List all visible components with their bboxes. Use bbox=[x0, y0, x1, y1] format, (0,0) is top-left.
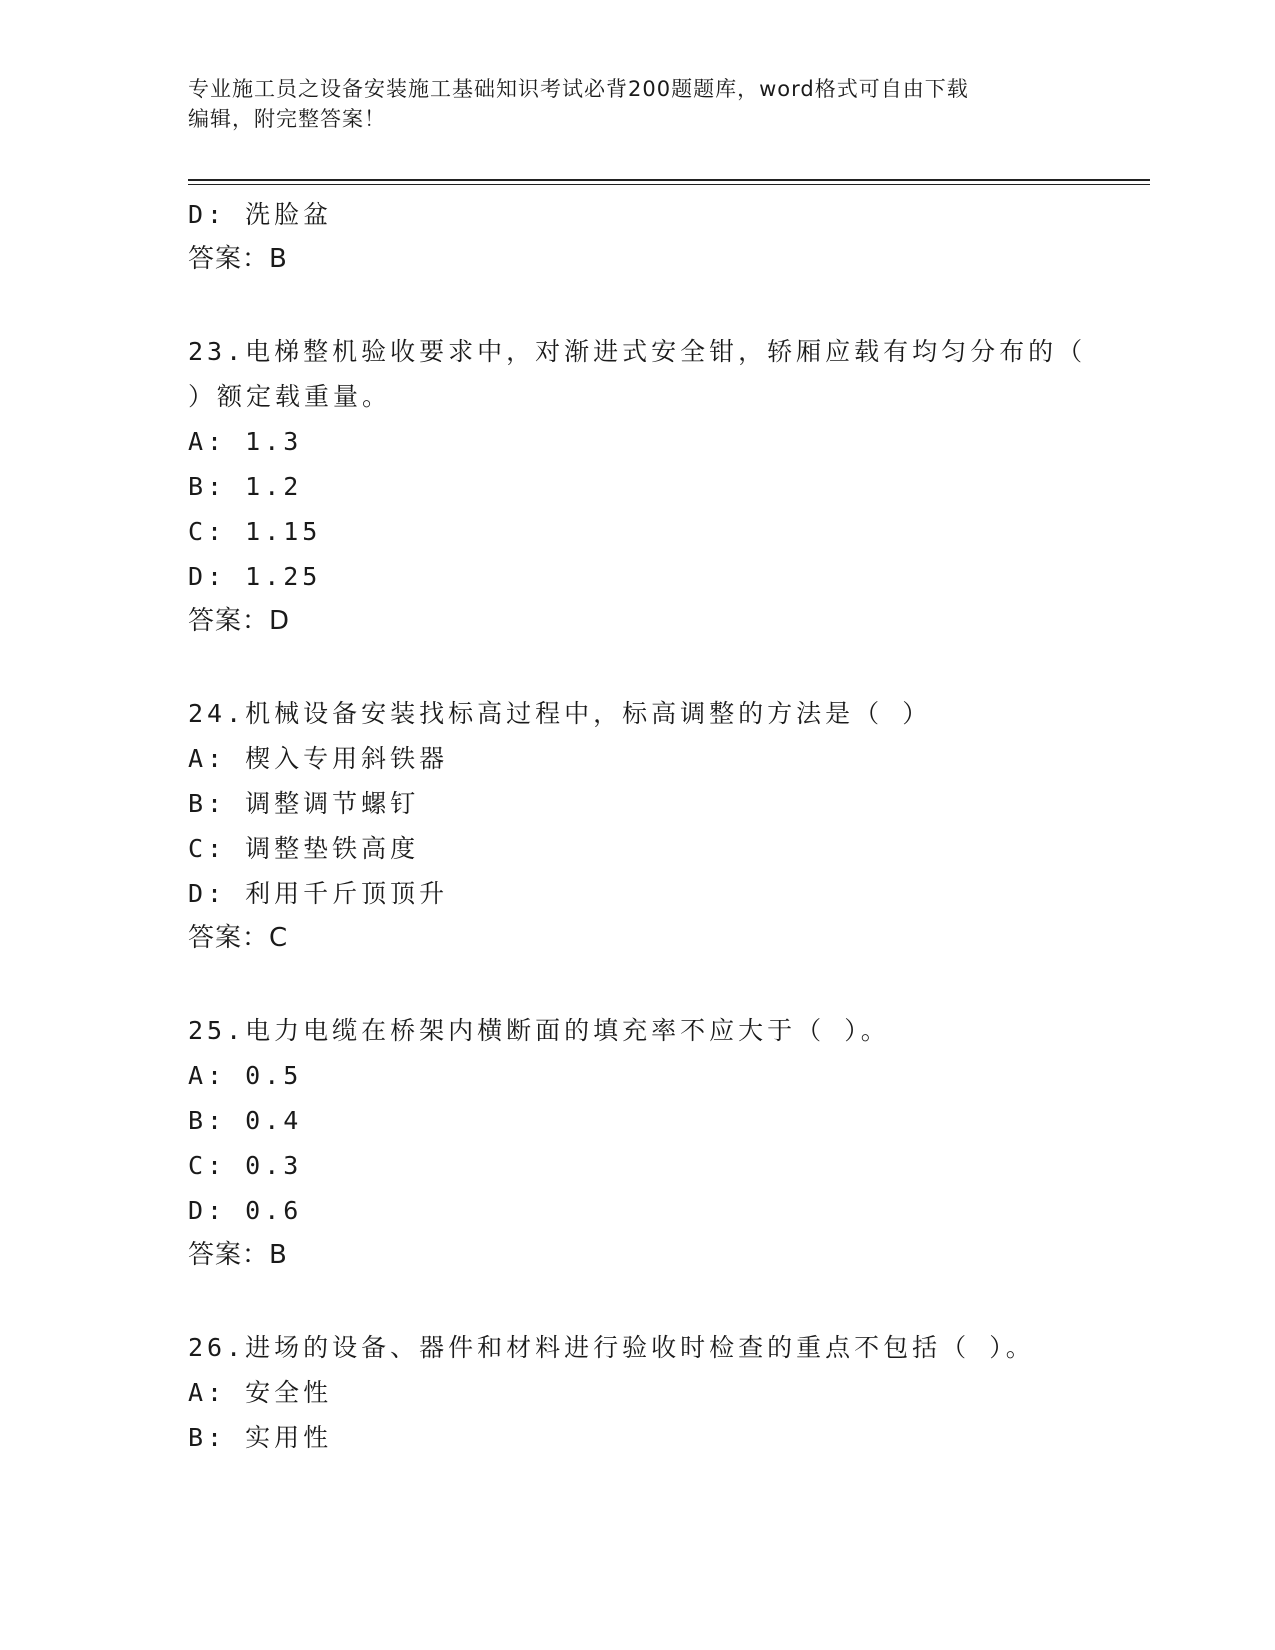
question-list bbox=[188, 192, 1088, 1460]
question-stem: 23.电梯整机验收要求中，对渐进式安全钳，轿厢应载有均匀分布的（ bbox=[188, 337, 1087, 366]
option-c: C: 调整垫铁高度 bbox=[188, 834, 420, 863]
header-title-line-1: 专业施工员之设备安装施工基础知识考试必背200题题库，word格式可自由下载 bbox=[188, 77, 969, 101]
header-divider-thin bbox=[188, 184, 1150, 185]
question-24 bbox=[188, 691, 1088, 961]
option-a: A: 0.5 bbox=[188, 1061, 303, 1090]
option-a: A: 1.3 bbox=[188, 427, 303, 456]
option-b: B: 调整调节螺钉 bbox=[188, 789, 420, 818]
option-d: D: 0.6 bbox=[188, 1196, 303, 1225]
question-23 bbox=[188, 329, 1088, 644]
option-d: D: 洗脸盆 bbox=[188, 200, 333, 229]
header-title-line-2: 编辑，附完整答案！ bbox=[188, 107, 386, 131]
question-gap bbox=[188, 1278, 1088, 1325]
answer-line: 答案：B bbox=[188, 244, 288, 274]
document-header bbox=[188, 74, 1088, 134]
question-stem: 26.进场的设备、器件和材料进行验收时检查的重点不包括（ ）。 bbox=[188, 1333, 1035, 1362]
option-b: B: 0.4 bbox=[188, 1106, 303, 1135]
question-stem: 24.机械设备安装找标高过程中，标高调整的方法是（ ） bbox=[188, 699, 932, 728]
option-d: D: 利用千斤顶顶升 bbox=[188, 879, 449, 908]
option-b: B: 1.2 bbox=[188, 472, 303, 501]
option-c: C: 0.3 bbox=[188, 1151, 303, 1180]
question-gap bbox=[188, 644, 1088, 691]
question-stem: 25.电力电缆在桥架内横断面的填充率不应大于（ ）。 bbox=[188, 1016, 890, 1045]
option-a: A: 楔入专用斜铁器 bbox=[188, 744, 449, 773]
option-b: B: 实用性 bbox=[188, 1423, 333, 1452]
question-26 bbox=[188, 1325, 1088, 1460]
question-gap bbox=[188, 282, 1088, 329]
question-gap bbox=[188, 961, 1088, 1008]
answer-line: 答案：C bbox=[188, 923, 289, 953]
header-divider-thick bbox=[188, 179, 1150, 181]
question-stem-continued: ）额定载重量。 bbox=[188, 382, 392, 411]
option-a: A: 安全性 bbox=[188, 1378, 333, 1407]
option-d: D: 1.25 bbox=[188, 562, 322, 591]
answer-line: 答案：B bbox=[188, 1240, 288, 1270]
answer-line: 答案：D bbox=[188, 606, 291, 636]
option-c: C: 1.15 bbox=[188, 517, 322, 546]
question-25 bbox=[188, 1008, 1088, 1278]
